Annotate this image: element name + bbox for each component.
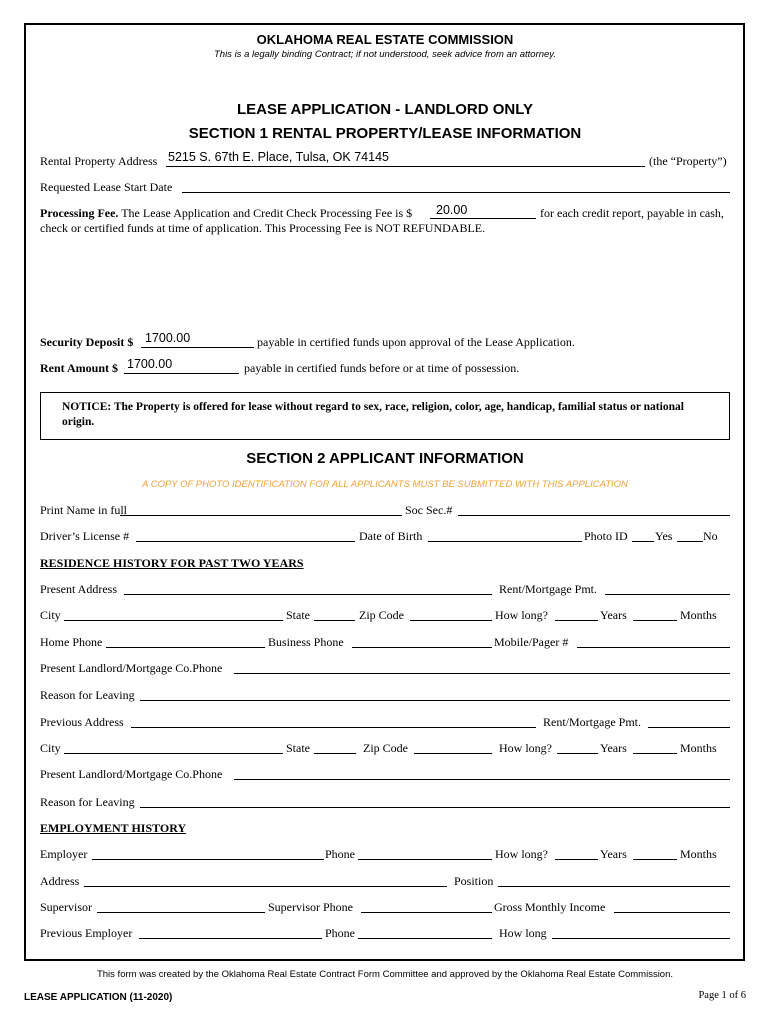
employer-field[interactable]	[92, 859, 324, 860]
present-reason-label: Reason for Leaving	[40, 688, 135, 702]
photo-id-yes-field[interactable]	[632, 541, 654, 542]
employer-phone-field[interactable]	[358, 859, 492, 860]
mobile-label: Mobile/Pager #	[494, 635, 569, 649]
gross-income-label: Gross Monthly Income	[494, 900, 606, 914]
employer-years-label: Years	[600, 847, 627, 861]
rent-amount-suffix: payable in certified funds before or at time of possession.	[244, 361, 520, 375]
employer-address-label: Address	[40, 874, 80, 888]
start-date-field[interactable]	[182, 192, 730, 193]
supervisor-phone-label: Supervisor Phone	[268, 900, 353, 914]
employer-months-label: Months	[680, 847, 717, 861]
present-months-label: Months	[680, 608, 717, 622]
present-city-label: City	[40, 608, 61, 622]
page-title: LEASE APPLICATION - LANDLORD ONLY	[236, 101, 534, 118]
ssn-label: Soc Sec.#	[405, 503, 453, 517]
previous-months-label: Months	[680, 741, 717, 755]
previous-zip-label: Zip Code	[363, 741, 408, 755]
previous-employer-label: Previous Employer	[40, 926, 133, 940]
previous-reason-label: Reason for Leaving	[40, 795, 135, 809]
previous-city-label: City	[40, 741, 61, 755]
photo-id-note: A COPY OF PHOTO IDENTIFICATION FOR ALL APPLICANTS MUST BE SUBMITTED WITH THIS APPLICATION	[142, 479, 628, 490]
employment-history-heading: EMPLOYMENT HISTORY	[40, 821, 187, 835]
notice-box	[40, 392, 730, 440]
present-rent-pmt-field[interactable]	[605, 594, 730, 595]
processing-fee-field[interactable]: 20.00	[436, 203, 468, 217]
home-phone-label: Home Phone	[40, 635, 103, 649]
property-address-label: Rental Property Address	[40, 154, 158, 168]
org-heading: OKLAHOMA REAL ESTATE COMMISSION	[256, 32, 514, 47]
previous-employer-howlong-field[interactable]	[552, 938, 730, 939]
rent-amount-field[interactable]: 1700.00	[127, 357, 173, 371]
drivers-license-label: Driver’s License #	[40, 529, 130, 543]
previous-howlong-label: How long?	[499, 741, 552, 755]
mobile-field[interactable]	[577, 647, 730, 648]
present-zip-label: Zip Code	[359, 608, 404, 622]
present-years-field[interactable]	[555, 620, 598, 621]
employer-months-field[interactable]	[633, 859, 677, 860]
home-phone-field[interactable]	[106, 647, 265, 648]
residence-history-heading: RESIDENCE HISTORY FOR PAST TWO YEARS	[40, 556, 304, 570]
present-landlord-label: Present Landlord/Mortgage Co.Phone	[40, 661, 223, 675]
name-label: Print Name in full	[40, 503, 127, 517]
position-field[interactable]	[498, 886, 730, 887]
previous-landlord-label: Present Landlord/Mortgage Co.Phone	[40, 767, 223, 781]
section1-heading: SECTION 1 RENTAL PROPERTY/LEASE INFORMATION	[188, 125, 582, 142]
gross-income-field[interactable]	[614, 912, 730, 913]
employer-howlong-label: How long?	[495, 847, 548, 861]
supervisor-phone-field[interactable]	[361, 912, 492, 913]
ssn-field[interactable]	[458, 515, 730, 516]
employer-address-field[interactable]	[84, 886, 447, 887]
start-date-label: Requested Lease Start Date	[40, 180, 173, 194]
notice-text: NOTICE: The Property is offered for lease without regard to sex, race, religion, color, age, handicap, familial status or national origin.	[62, 401, 684, 428]
present-howlong-label: How long?	[495, 608, 548, 622]
previous-city-field[interactable]	[64, 753, 283, 754]
processing-fee-label: Processing Fee.	[40, 206, 119, 220]
form-id: LEASE APPLICATION (11-2020)	[24, 992, 173, 1003]
previous-rent-pmt-label: Rent/Mortgage Pmt.	[543, 715, 641, 729]
previous-employer-phone-label: Phone	[325, 926, 355, 940]
previous-state-field[interactable]	[314, 753, 356, 754]
dob-label: Date of Birth	[359, 529, 423, 543]
previous-rent-pmt-field[interactable]	[648, 727, 730, 728]
present-address-label: Present Address	[40, 582, 117, 596]
present-months-field[interactable]	[633, 620, 677, 621]
security-deposit-suffix: payable in certified funds upon approval of the Lease Application.	[257, 335, 575, 349]
security-deposit-line	[141, 347, 254, 348]
previous-reason-field[interactable]	[140, 807, 730, 808]
footer-note: This form was created by the Oklahoma Real Estate Contract Form Committee and approved by the Oklahoma Real Estate Commission.	[96, 969, 674, 980]
employer-phone-label: Phone	[325, 847, 355, 861]
present-state-label: State	[286, 608, 310, 622]
rent-amount-label: Rent Amount $	[40, 361, 119, 375]
employer-years-field[interactable]	[555, 859, 598, 860]
drivers-license-field[interactable]	[136, 541, 355, 542]
previous-employer-howlong-label: How long	[499, 926, 547, 940]
page-number: Page 1 of 6	[698, 990, 746, 1001]
previous-zip-field[interactable]	[414, 753, 492, 754]
previous-address-field[interactable]	[131, 727, 536, 728]
business-phone-label: Business Phone	[268, 635, 344, 649]
processing-fee-suffix: for each credit report, payable in cash,	[540, 206, 724, 220]
present-address-field[interactable]	[124, 594, 492, 595]
property-address-field[interactable]: 5215 S. 67th E. Place, Tulsa, OK 74145	[168, 150, 389, 164]
processing-fee-line2: check or certified funds at time of application. This Processing Fee is NOT REFUNDABLE.	[40, 221, 486, 235]
photo-id-no-field[interactable]	[677, 541, 703, 542]
supervisor-field[interactable]	[97, 912, 265, 913]
section2-heading: SECTION 2 APPLICANT INFORMATION	[246, 450, 524, 467]
present-landlord-field[interactable]	[234, 673, 730, 674]
processing-fee-desc: The Lease Application and Credit Check Processing Fee is $	[121, 206, 413, 220]
business-phone-field[interactable]	[352, 647, 492, 648]
present-zip-field[interactable]	[410, 620, 492, 621]
position-label: Position	[454, 874, 494, 888]
present-state-field[interactable]	[314, 620, 355, 621]
property-address-line	[166, 166, 645, 167]
photo-id-label: Photo ID	[584, 529, 628, 543]
legal-warning: This is a legally binding Contract; if not understood, seek advice from an attorney.	[213, 49, 556, 60]
employer-label: Employer	[40, 847, 88, 861]
previous-state-label: State	[286, 741, 310, 755]
dob-field[interactable]	[428, 541, 582, 542]
name-field[interactable]	[120, 515, 402, 516]
present-rent-pmt-label: Rent/Mortgage Pmt.	[499, 582, 597, 596]
previous-years-field[interactable]	[557, 753, 598, 754]
previous-landlord-field[interactable]	[234, 779, 730, 780]
present-years-label: Years	[600, 608, 627, 622]
rent-amount-line	[124, 373, 239, 374]
processing-fee-text	[40, 206, 412, 221]
present-reason-field[interactable]	[140, 700, 730, 701]
processing-fee-line	[430, 218, 536, 219]
previous-years-label: Years	[600, 741, 627, 755]
present-city-field[interactable]	[64, 620, 283, 621]
previous-employer-phone-field[interactable]	[358, 938, 492, 939]
security-deposit-label: Security Deposit $	[40, 335, 134, 349]
previous-address-label: Previous Address	[40, 715, 124, 729]
supervisor-label: Supervisor	[40, 900, 92, 914]
property-suffix: (the “Property”)	[649, 154, 727, 168]
photo-id-yes-label: Yes	[655, 529, 673, 543]
security-deposit-field[interactable]: 1700.00	[145, 331, 191, 345]
previous-employer-field[interactable]	[139, 938, 322, 939]
photo-id-no-label: No	[703, 529, 718, 543]
previous-months-field[interactable]	[633, 753, 677, 754]
